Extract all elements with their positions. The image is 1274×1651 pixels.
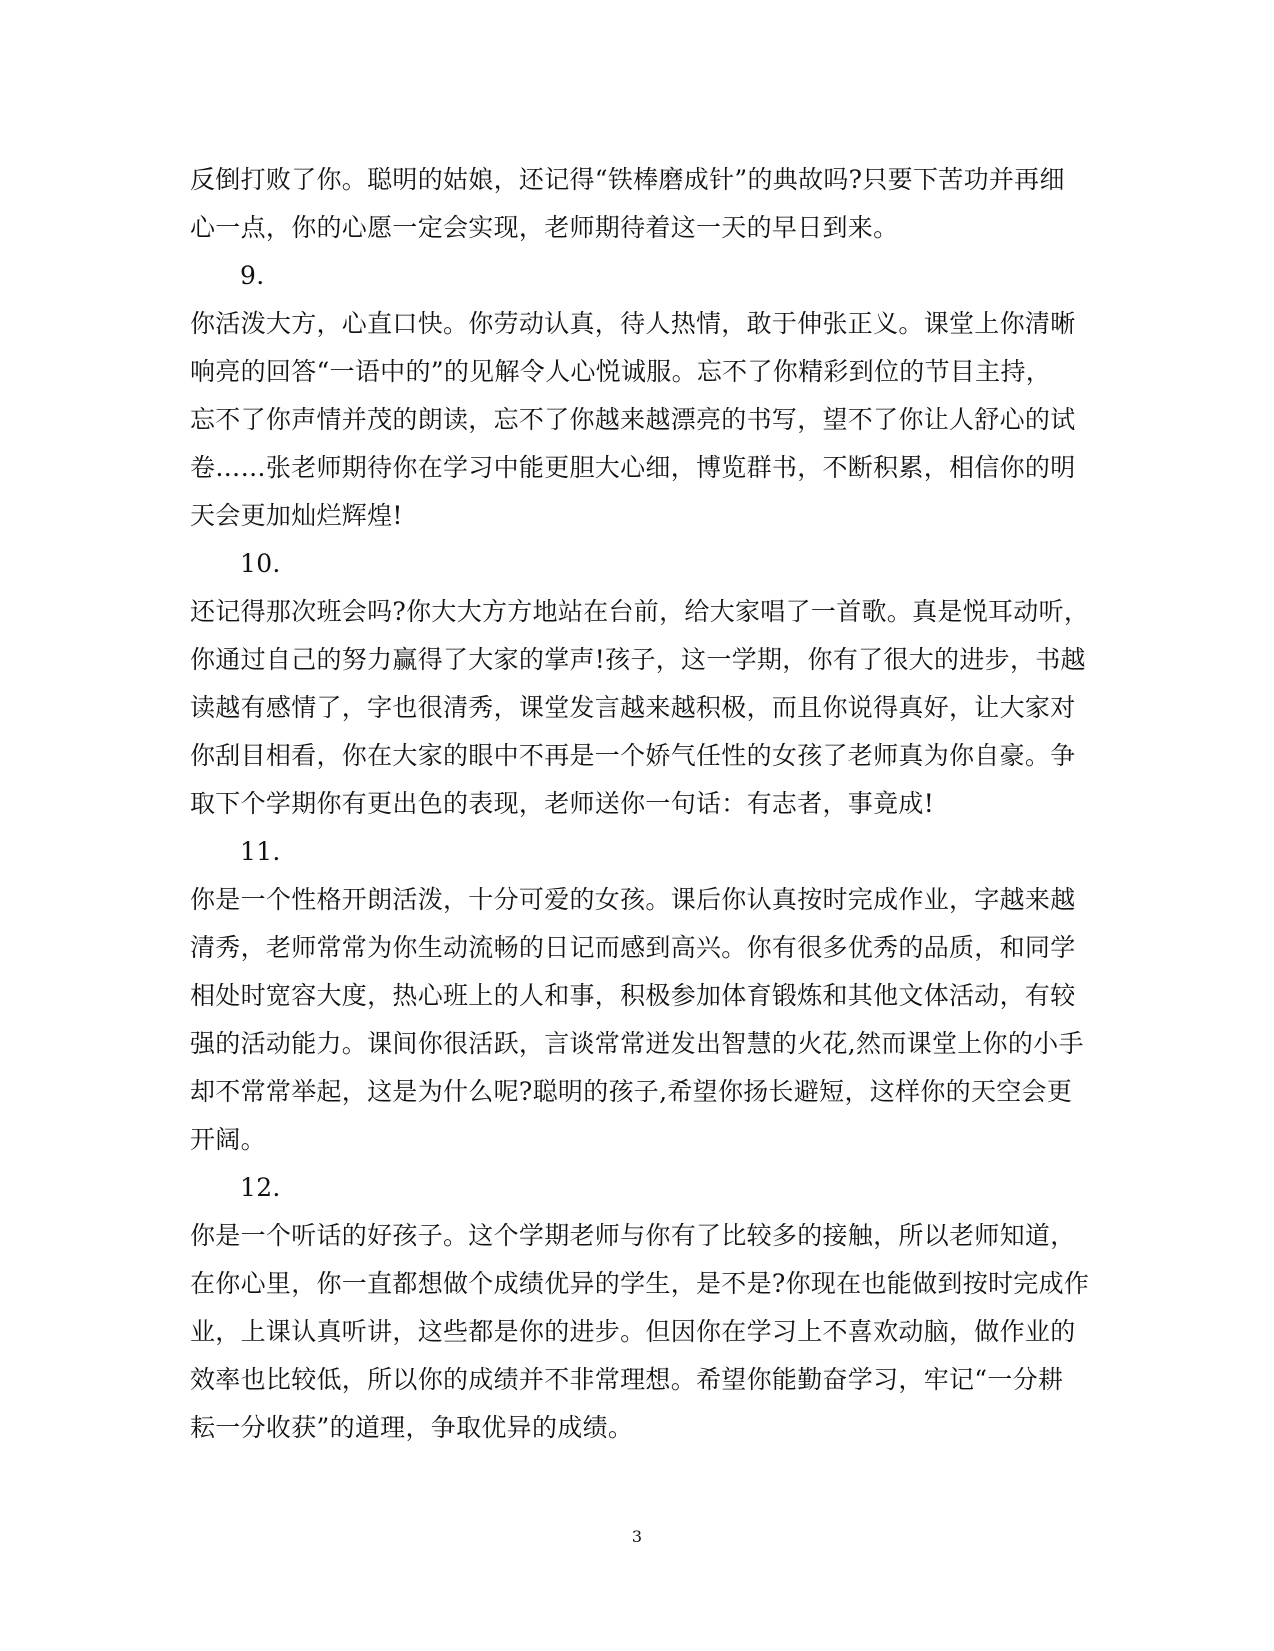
document-body — [190, 156, 1090, 1452]
text-line: 业，上课认真听讲，这些都是你的进步。但因你在学习上不喜欢动脑，做作业的 — [190, 1317, 1076, 1346]
text-line: 你通过自己的努力赢得了大家的掌声!孩子，这一学期，你有了很大的进步，书越 — [190, 645, 1086, 674]
page-number: 3 — [631, 1527, 643, 1546]
item-number: 11. — [240, 837, 281, 866]
text-line: 卷……张老师期待你在学习中能更胆大心细，博览群书，不断积累，相信你的明 — [190, 453, 1076, 482]
text-line: 取下个学期你有更出色的表现，老师送你一句话：有志者，事竟成! — [190, 789, 935, 818]
text-line: 却不常常举起，这是为什么呢?聪明的孩子,希望你扬长避短，这样你的天空会更 — [190, 1077, 1073, 1106]
text-line: 天会更加灿烂辉煌! — [190, 501, 403, 530]
text-line: 读越有感情了，字也很清秀，课堂发言越来越积极，而且你说得真好，让大家对 — [190, 693, 1076, 722]
text-line: 你是一个性格开朗活泼，十分可爱的女孩。课后你认真按时完成作业，字越来越 — [190, 885, 1076, 914]
text-line: 反倒打败了你。聪明的姑娘，还记得“铁棒磨成针”的典故吗?只要下苦功并再细 — [190, 165, 1065, 194]
text-line: 效率也比较低，所以你的成绩并不非常理想。希望你能勤奋学习，牢记“一分耕 — [190, 1365, 1064, 1394]
text-line: 强的活动能力。课间你很活跃，言谈常常迸发出智慧的火花,然而课堂上你的小手 — [190, 1029, 1084, 1058]
text-line: 响亮的回答“一语中的”的见解令人心悦诚服。忘不了你精彩到位的节目主持， — [190, 357, 1052, 386]
text-line: 耘一分收获”的道理，争取优异的成绩。 — [190, 1413, 634, 1442]
text-line: 你是一个听话的好孩子。这个学期老师与你有了比较多的接触，所以老师知道， — [190, 1221, 1076, 1250]
text-line: 开阔。 — [190, 1125, 266, 1154]
text-line: 你刮目相看，你在大家的眼中不再是一个娇气任性的女孩了老师真为你自豪。争 — [190, 741, 1076, 770]
text-line: 相处时宽容大度，热心班上的人和事，积极参加体育锻炼和其他文体活动，有较 — [190, 981, 1076, 1010]
text-line: 你活泼大方，心直口快。你劳动认真，待人热情，敢于伸张正义。课堂上你清晰 — [190, 309, 1076, 338]
item-number: 9. — [240, 261, 265, 290]
text-line: 在你心里，你一直都想做个成绩优异的学生，是不是?你现在也能做到按时完成作 — [190, 1269, 1090, 1298]
text-line: 忘不了你声情并茂的朗读，忘不了你越来越漂亮的书写，望不了你让人舒心的试 — [190, 405, 1076, 434]
text-line: 清秀，老师常常为你生动流畅的日记而感到高兴。你有很多优秀的品质，和同学 — [190, 933, 1076, 962]
text-line: 心一点，你的心愿一定会实现，老师期待着这一天的早日到来。 — [190, 213, 899, 242]
text-line: 还记得那次班会吗?你大大方方地站在台前，给大家唱了一首歌。真是悦耳动听， — [190, 597, 1090, 626]
item-number: 10. — [240, 549, 281, 578]
item-number: 12. — [240, 1173, 281, 1202]
